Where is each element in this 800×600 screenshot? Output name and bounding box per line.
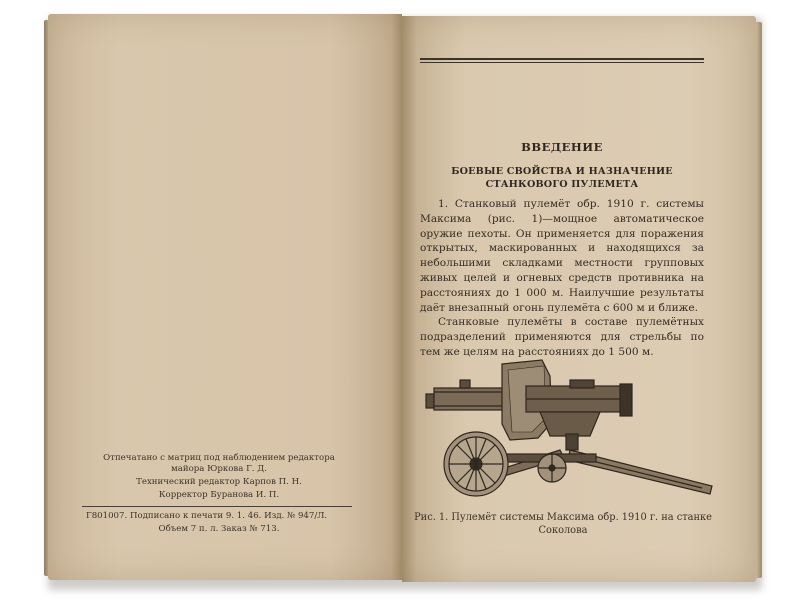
imprint-line: Отпечатано с матриц под наблюдением редактора xyxy=(103,453,335,463)
section-subtitle: БОЕВЫЕ СВОЙСТВА И НАЗНАЧЕНИЕ СТАНКОВОГО ПУЛЕМЕТА xyxy=(451,166,673,190)
figure-caption: Рис. 1. Пулемёт системы Максима обр. 1910 г. на станке Соколова xyxy=(414,512,712,536)
paragraph: Станковые пулемёты в составе пулемётных подразделений применяются для стрельбы по тем же целям на расстояниях до 1 500 м. xyxy=(420,316,704,358)
imprint-line: Технический редактор Карпов П. Н. xyxy=(136,477,302,487)
maxim-gun-drawing xyxy=(420,358,716,506)
header-double-rule xyxy=(420,58,704,63)
paragraph: 1. Станковый пулемёт обр. 1910 г. системы Максима (рис. 1)—мощное автоматическое оружие пехоты. Он применяется для поражения открытых, маскированных и находящихся за небольшими складками местности групповых живых целей и огневых средств противника на расстояниях до 1 000 м. Наилучшие результаты даёт внезапный огонь пулемёта с 600 м и ближе. xyxy=(420,198,704,314)
maxim-gun-illustration xyxy=(420,358,716,506)
imprint-line: майора Юркова Г. Д. xyxy=(171,464,267,474)
right-page-edge xyxy=(756,22,762,578)
imprint-block xyxy=(64,452,374,536)
chapter-title: ВВЕДЕНИЕ xyxy=(521,140,603,154)
imprint-divider xyxy=(82,506,352,507)
imprint-line: Корректор Буранова И. П. xyxy=(158,490,280,500)
print-meta-line: Объем 7 п. л. Заказ № 713. xyxy=(158,524,280,534)
print-meta-line: Г801007. Подписано к печати 9. 1. 46. Изд. № 947/Л. xyxy=(86,511,328,521)
body-text xyxy=(420,197,704,360)
